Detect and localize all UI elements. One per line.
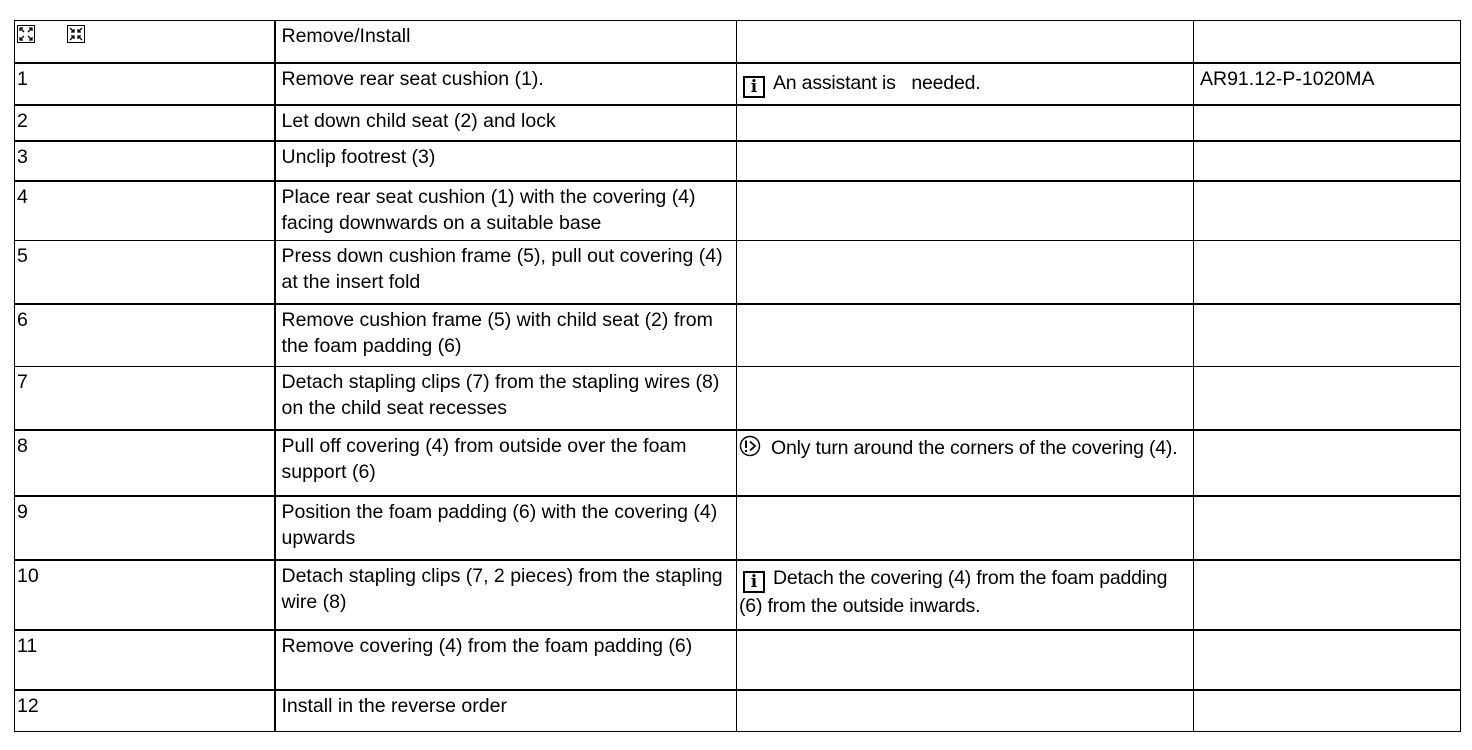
step-ref [1194,141,1461,181]
step-number: 12 [15,690,275,732]
step-row [15,241,1461,304]
step-number: 10 [15,560,275,630]
step-note [737,141,1194,181]
step-text: Press down cushion frame (5), pull out covering (4) at the insert fold [275,241,737,304]
step-ref [1194,560,1461,630]
procedure-table [14,20,1461,732]
step-note-text: Detach the covering (4) from the foam padding (6) from the outside inwards. [739,566,1168,617]
header-empty-note [737,21,1194,63]
step-ref [1194,105,1461,141]
step-number: 3 [15,141,275,181]
header-empty-ref [1194,21,1461,63]
step-ref [1194,181,1461,241]
step-note [737,560,1194,630]
step-note [737,630,1194,690]
step-text: Install in the reverse order [275,690,737,732]
header-icons-cell [15,21,275,63]
step-note [737,496,1194,560]
step-number: 6 [15,304,275,367]
header-title: Remove/Install [275,21,737,63]
step-number: 1 [15,63,275,105]
step-text: Unclip footrest (3) [275,141,737,181]
step-ref [1194,304,1461,367]
step-number: 5 [15,241,275,304]
step-number: 11 [15,630,275,690]
step-note [737,63,1194,105]
step-ref [1194,690,1461,732]
step-row [15,304,1461,367]
step-row [15,141,1461,181]
step-number: 4 [15,181,275,241]
step-ref [1194,430,1461,496]
step-row [15,105,1461,141]
step-note [737,367,1194,430]
step-ref[interactable]: AR91.12-P-1020MA [1194,63,1461,105]
step-row [15,496,1461,560]
step-note-text: An assistant is needed. [773,71,981,94]
step-text: Remove covering (4) from the foam padding (6) [275,630,737,690]
step-row [15,181,1461,241]
step-text: Position the foam padding (6) with the covering (4) upwards [275,496,737,560]
step-number: 2 [15,105,275,141]
step-text: Let down child seat (2) and lock [275,105,737,141]
step-note [737,181,1194,241]
step-ref [1194,630,1461,690]
step-text: Place rear seat cushion (1) with the covering (4) facing downwards on a suitable base [275,181,737,241]
step-row [15,63,1461,105]
step-row [15,430,1461,496]
step-note-text: Only turn around the corners of the covering (4). [771,436,1178,459]
collapse-icon[interactable] [67,25,85,43]
step-row [15,690,1461,732]
caution-icon [739,435,761,457]
step-text: Pull off covering (4) from outside over the foam support (6) [275,430,737,496]
step-text: Remove rear seat cushion (1). [275,63,737,105]
step-note [737,690,1194,732]
step-note [737,105,1194,141]
step-number: 8 [15,430,275,496]
step-number: 9 [15,496,275,560]
info-icon: i [743,76,765,98]
expand-icon[interactable] [17,25,35,43]
step-row [15,367,1461,430]
step-row [15,630,1461,690]
step-ref [1194,496,1461,560]
header-row [15,21,1461,63]
step-note [737,304,1194,367]
step-text: Remove cushion frame (5) with child seat (2) from the foam padding (6) [275,304,737,367]
step-ref [1194,241,1461,304]
step-note [737,430,1194,496]
step-note [737,241,1194,304]
info-icon: i [743,571,765,593]
step-row [15,560,1461,630]
step-ref [1194,367,1461,430]
step-text: Detach stapling clips (7) from the stapling wires (8) on the child seat recesses [275,367,737,430]
step-text: Detach stapling clips (7, 2 pieces) from the stapling wire (8) [275,560,737,630]
step-number: 7 [15,367,275,430]
